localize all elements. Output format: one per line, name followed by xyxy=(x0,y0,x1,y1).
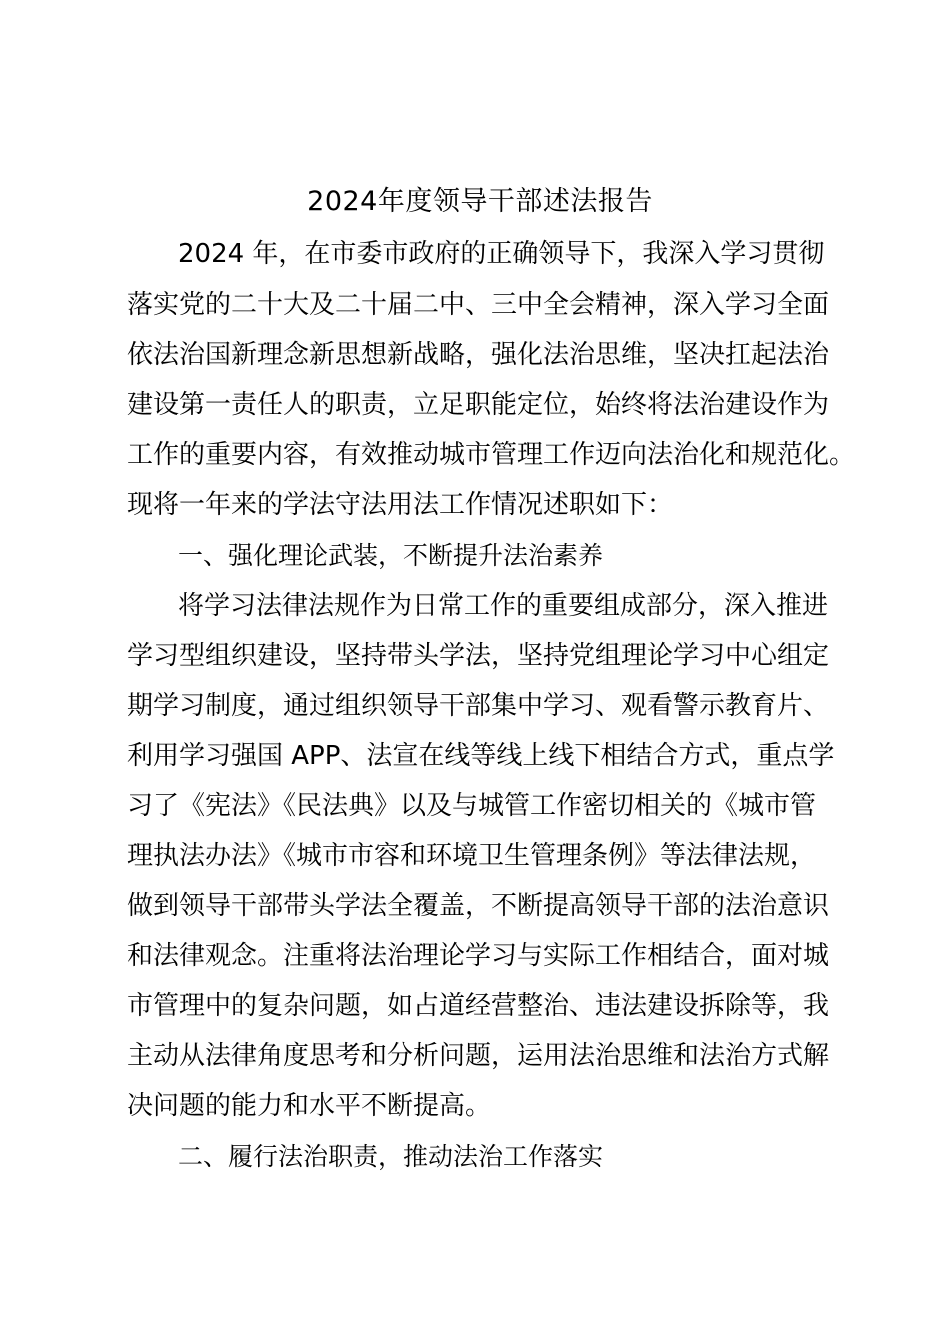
paragraph-line: 建设第一责任人的职责，立足职能定位，始终将法治建设作为 xyxy=(127,390,830,420)
paragraph-line: 理执法办法》《城市市容和环境卫生管理条例》等法律法规， xyxy=(127,841,817,871)
paragraph-line: 2024 年，在市委市政府的正确领导下，我深入学习贯彻 xyxy=(178,239,825,269)
paragraph-line: 做到领导干部带头学法全覆盖，不断提高领导干部的法治意识 xyxy=(127,891,830,921)
paragraph-line: 主动从法律角度思考和分析问题，运用法治思维和法治方式解 xyxy=(127,1041,830,1071)
paragraph-line: 利用学习强国 APP、法宣在线等线上线下相结合方式，重点学 xyxy=(127,741,835,771)
paragraph-line: 学习型组织建设，坚持带头学法，坚持党组理论学习中心组定 xyxy=(127,641,830,671)
paragraph-line: 将学习法律法规作为日常工作的重要组成部分，深入推进 xyxy=(178,591,829,621)
paragraph-line: 决问题的能力和水平不断提高。 xyxy=(127,1091,492,1121)
paragraph-line: 依法治国新理念新思想新战略，强化法治思维，坚决扛起法治 xyxy=(127,340,830,370)
paragraph-line: 落实党的二十大及二十届二中、三中全会精神，深入学习全面 xyxy=(127,290,830,320)
section-heading: 一、强化理论武装，不断提升法治素养 xyxy=(178,541,604,570)
document-title: 2024年度领导干部述法报告 xyxy=(307,186,653,217)
paragraph-line: 工作的重要内容，有效推动城市管理工作迈向法治化和规范化。 xyxy=(127,440,856,470)
paragraph-line: 市管理中的复杂问题，如占道经营整治、违法建设拆除等，我 xyxy=(127,991,830,1021)
paragraph-line: 期学习制度，通过组织领导干部集中学习、观看警示教育片、 xyxy=(127,691,830,721)
section-heading: 二、履行法治职责，推动法治工作落实 xyxy=(178,1142,604,1171)
paragraph-line: 习了《宪法》《民法典》以及与城管工作密切相关的《城市管 xyxy=(127,791,817,821)
paragraph-line: 现将一年来的学法守法用法工作情况述职如下： xyxy=(127,490,674,520)
paragraph-line: 和法律观念。注重将法治理论学习与实际工作相结合，面对城 xyxy=(127,941,830,971)
